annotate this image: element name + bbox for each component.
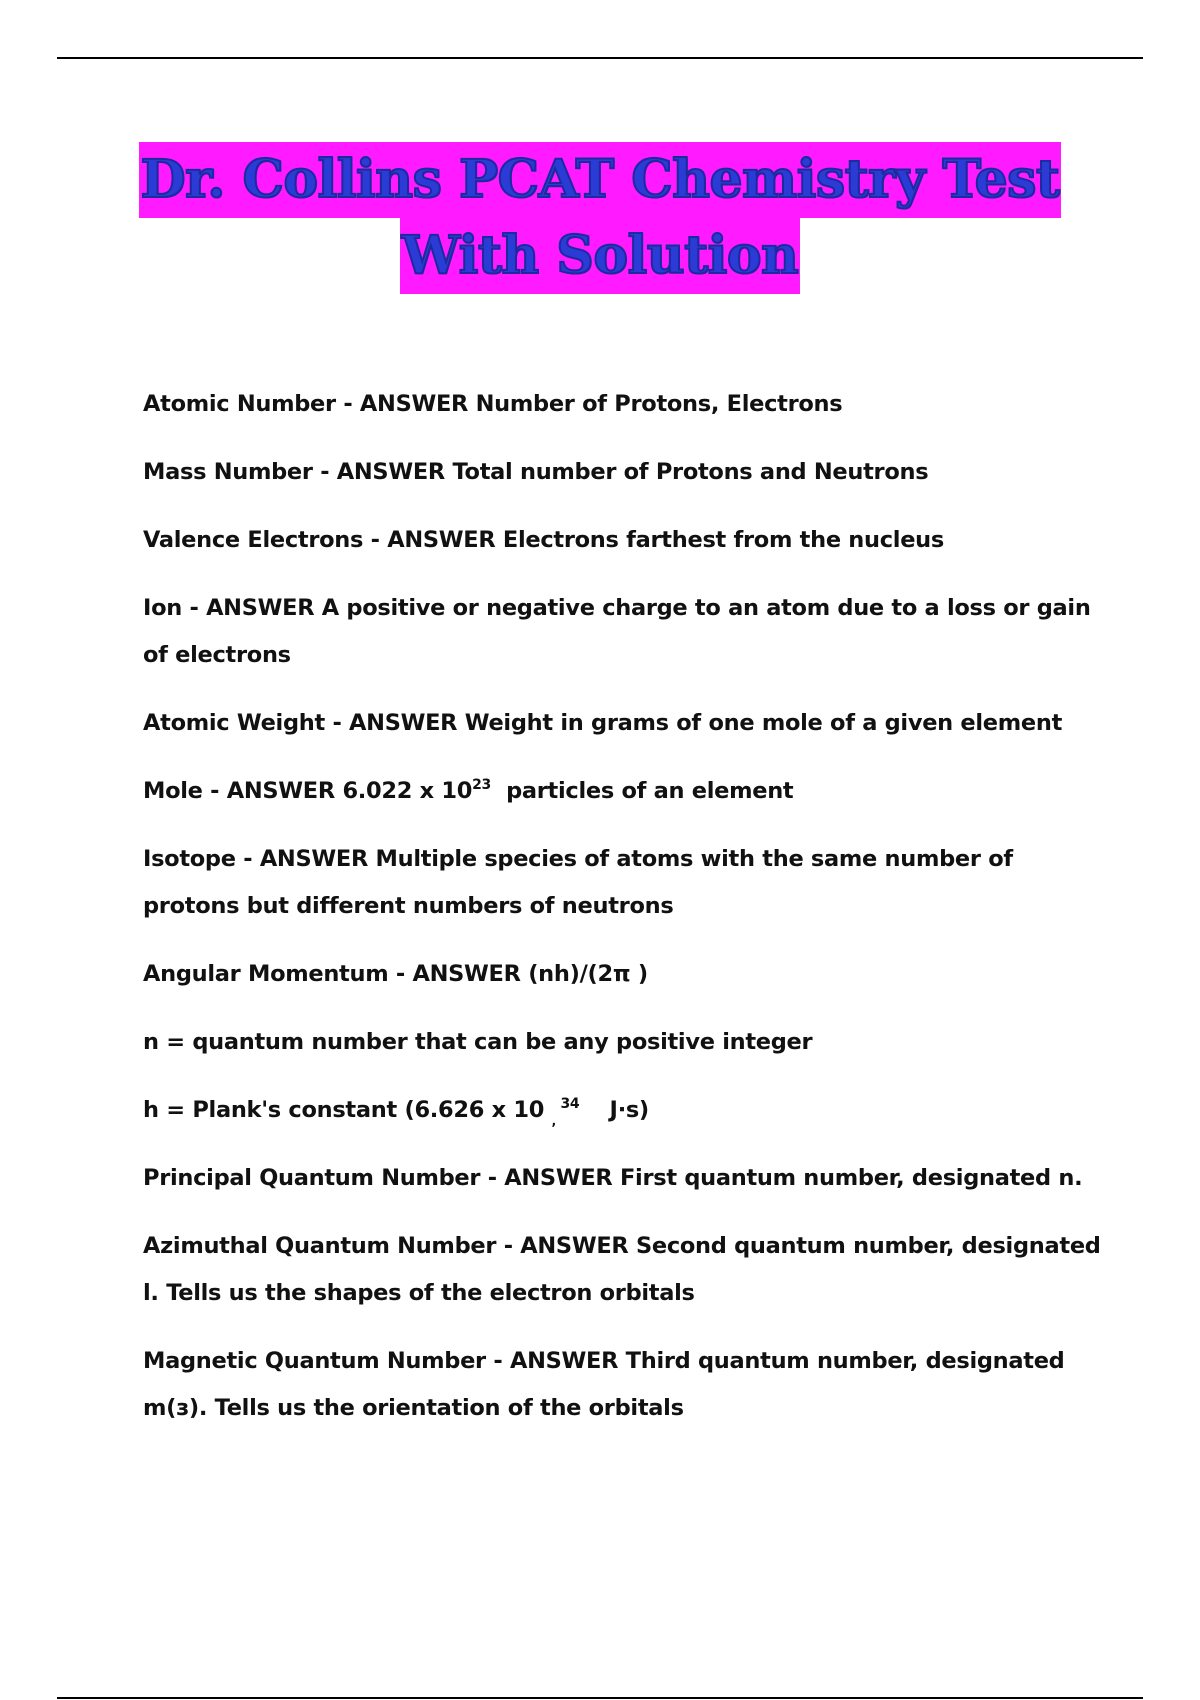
entry-answer-label: ANSWER — [359, 391, 469, 417]
qa-entry-angular-momentum — [143, 951, 1103, 998]
entry-term: Magnetic Quantum Number — [143, 1348, 486, 1374]
title-line-2: With Solution — [400, 218, 801, 294]
subscript-mark: , — [551, 1114, 556, 1128]
note-plank-constant — [143, 1087, 1103, 1134]
entry-answer-label: ANSWER — [520, 1233, 629, 1259]
entry-answer-label: ANSWER — [336, 459, 445, 485]
qa-entry-isotope — [143, 836, 1103, 930]
entry-term: Mass Number — [143, 459, 313, 485]
entry-separator: - — [181, 595, 207, 621]
entry-separator: - — [324, 710, 350, 736]
entry-answer-label: ANSWER — [504, 1165, 613, 1191]
title-line-1: Dr. Collins PCAT Chemistry Test — [139, 142, 1062, 218]
entry-definition: Total number of Protons and Neutrons — [444, 459, 929, 485]
entry-separator: - — [496, 1233, 521, 1259]
entry-separator: - — [235, 846, 260, 872]
entry-definition: First quantum number, designated n. — [612, 1165, 1083, 1191]
entry-definition: (nh)/(2π ) — [520, 961, 648, 987]
entry-term: Angular Momentum — [143, 961, 389, 987]
entry-answer-label: ANSWER — [349, 710, 458, 736]
entry-answer-label: ANSWER — [226, 778, 335, 804]
qa-entry-mass-number — [143, 449, 1103, 496]
qa-entry-valence-electrons — [143, 517, 1103, 564]
qa-entry-magnetic-quantum-number — [143, 1338, 1103, 1432]
entry-definition: Third quantum number, designated m(з). Tells us the orientation of the orbitals — [143, 1348, 1065, 1421]
entry-separator: - — [202, 778, 227, 804]
entry-term: Mole — [143, 778, 203, 804]
note-text: n = quantum number that can be any positive integer — [143, 1029, 813, 1055]
entry-answer-label: ANSWER — [259, 846, 368, 872]
entry-answer-label: ANSWER — [387, 527, 496, 553]
entry-definition: Electrons farthest from the nucleus — [495, 527, 944, 553]
entry-term: Atomic Number — [143, 391, 336, 417]
entry-separator: - — [335, 391, 360, 417]
qa-entry-ion — [143, 585, 1103, 679]
qa-entry-mole — [143, 768, 1103, 815]
entry-separator: - — [485, 1348, 510, 1374]
qa-entry-atomic-weight — [143, 700, 1103, 747]
entry-answer-label: ANSWER — [412, 961, 521, 987]
top-rule — [57, 57, 1143, 59]
entry-term: Valence Electrons — [143, 527, 364, 553]
entry-separator: - — [480, 1165, 505, 1191]
entry-term: Atomic Weight — [143, 710, 325, 736]
exponent-superscript: 34 — [555, 1096, 580, 1112]
qa-entry-principal-quantum-number — [143, 1155, 1103, 1202]
entry-separator: - — [388, 961, 413, 987]
qa-entry-azimuthal-quantum-number — [143, 1223, 1103, 1317]
entry-definition-suffix: particles of an element — [491, 778, 794, 804]
qa-list — [143, 381, 1103, 1453]
entry-definition-prefix: 6.022 x 10 — [334, 778, 473, 804]
entry-definition: Second quantum number, designated l. Tells us the shapes of the electron orbitals — [143, 1233, 1101, 1306]
entry-definition: Multiple species of atoms with the same number of protons but different numbers of neutrons — [143, 846, 1013, 919]
entry-answer-label: ANSWER — [206, 595, 315, 621]
entry-term: Ion — [143, 595, 182, 621]
entry-definition: Number of Protons, Electrons — [468, 391, 843, 417]
entry-term: Isotope — [143, 846, 236, 872]
exponent-superscript: 23 — [472, 777, 491, 793]
qa-entry-atomic-number — [143, 381, 1103, 428]
entry-definition: A positive or negative charge to an atom due to a loss or gain of electrons — [143, 595, 1091, 668]
entry-term: Principal Quantum Number — [143, 1165, 481, 1191]
entry-term: Azimuthal Quantum Number — [143, 1233, 497, 1259]
entry-separator: - — [312, 459, 337, 485]
document-title — [0, 142, 1200, 294]
note-text-suffix: J∙s) — [579, 1097, 649, 1123]
entry-separator: - — [363, 527, 388, 553]
entry-definition: Weight in grams of one mole of a given element — [457, 710, 1063, 736]
note-quantum-number-n — [143, 1019, 1103, 1066]
entry-answer-label: ANSWER — [509, 1348, 619, 1374]
bottom-rule — [57, 1697, 1143, 1699]
note-text-prefix: h = Plank's constant (6.626 x 10 — [143, 1097, 552, 1123]
